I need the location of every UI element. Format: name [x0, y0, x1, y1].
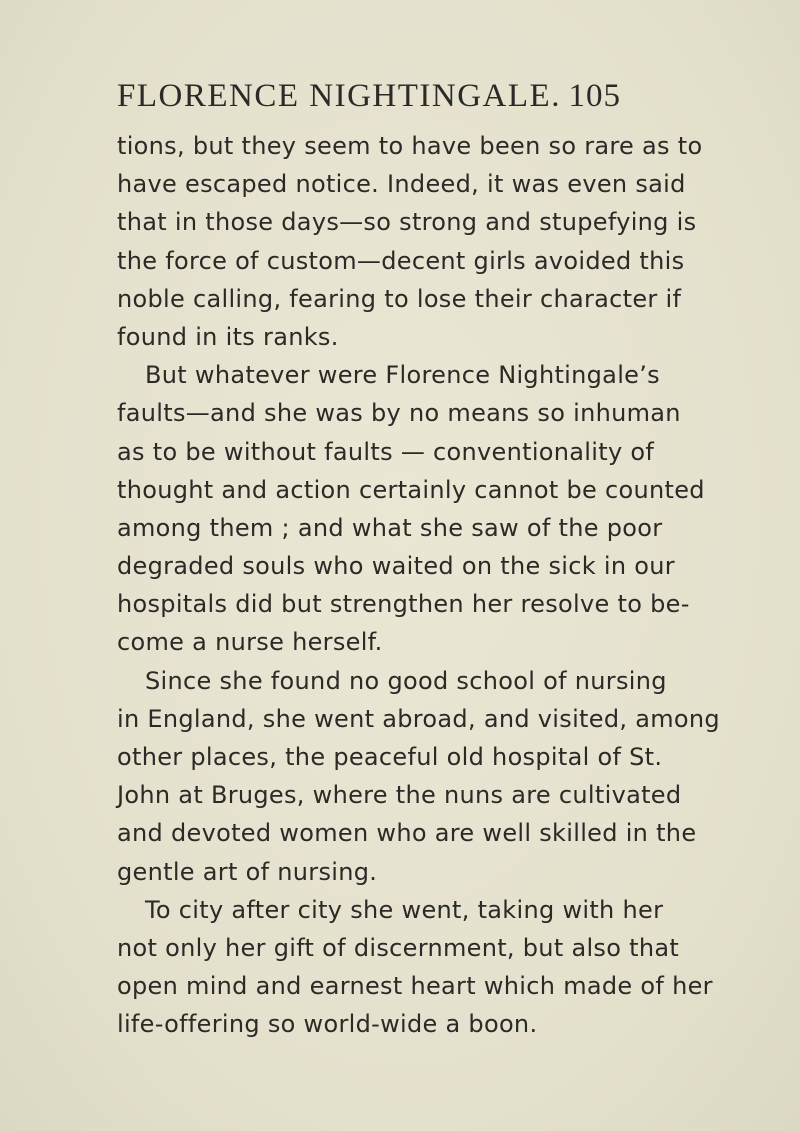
text-line: John at Bruges, where the nuns are cultivated: [117, 781, 682, 810]
text-line: among them ; and what she saw of the poor: [117, 513, 663, 542]
page-header: [117, 76, 621, 116]
text-line: noble calling, fearing to lose their character if: [117, 284, 682, 313]
text-line: degraded souls who waited on the sick in our: [117, 552, 675, 581]
text-line: other places, the peaceful old hospital of St.: [117, 743, 663, 771]
text-line: Since she found no good school of nursing: [145, 666, 667, 695]
text-line: faults—and she was by no means so inhuman: [117, 399, 681, 428]
text-line: hospitals did but strengthen her resolve to be-: [117, 590, 690, 619]
text-line: come a nurse herself.: [117, 628, 383, 657]
text-line: thought and action certainly cannot be counted: [117, 475, 705, 504]
text-line: gentle art of nursing.: [117, 857, 378, 886]
text-line: To city after city she went, taking with her: [145, 895, 664, 924]
text-line: open mind and earnest heart which made of her: [117, 972, 713, 1001]
text-line: not only her gift of discernment, but also that: [117, 933, 680, 962]
text-line: life-offering so world-wide a boon.: [117, 1010, 538, 1039]
body-text: [117, 127, 720, 1044]
text-line: in England, she went abroad, and visited, among: [117, 704, 720, 733]
text-line: But whatever were Florence Nightingale’s: [145, 361, 660, 390]
running-title: FLORENCE NIGHTINGALE.: [117, 78, 561, 114]
text-line: tions, but they seem to have been so rare as to: [117, 132, 703, 160]
text-line: and devoted women who are well skilled in the: [117, 819, 697, 848]
text-line: found in its ranks.: [117, 322, 339, 351]
text-line: as to be without faults — conventionality of: [117, 437, 655, 466]
page-number: 105: [568, 78, 621, 114]
text-line: have escaped notice. Indeed, it was even said: [117, 170, 686, 199]
text-line: that in those days—so strong and stupefying is: [117, 208, 697, 237]
text-line: the force of custom—decent girls avoided this: [117, 246, 685, 275]
